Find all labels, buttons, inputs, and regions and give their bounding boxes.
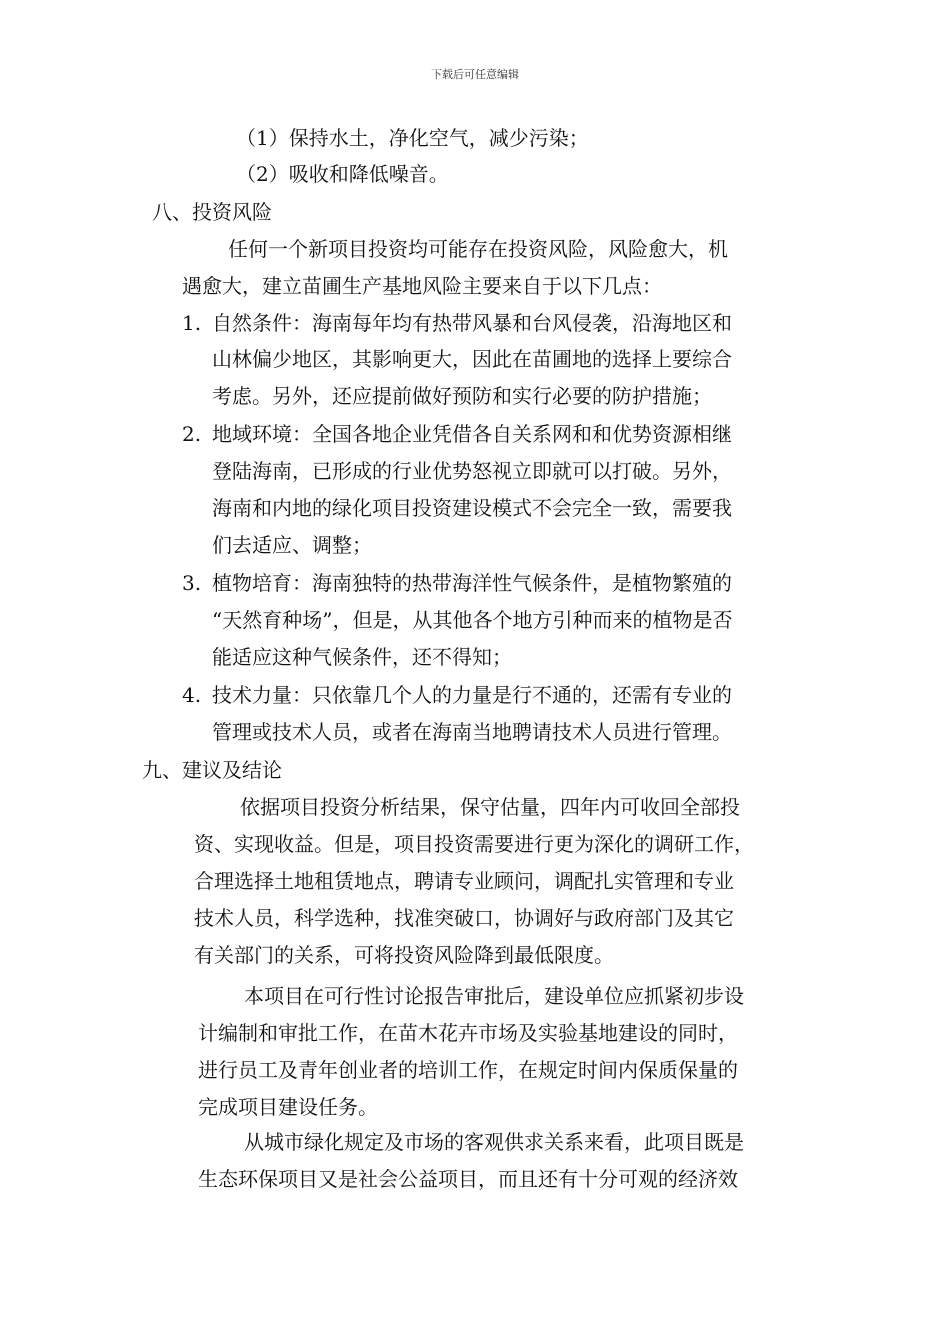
list-item-line: 管理或技术人员，或者在海南当地聘请技术人员进行管理。 [212,720,732,744]
paragraph-line: 完成项目建设任务。 [198,1095,378,1119]
list-item-line: 登陆海南，已形成的行业优势怒视立即就可以打破。另外， [212,459,732,483]
list-item-line: 们去适应、调整； [212,533,372,557]
list-item-line: 能适应这种气候条件，还不得知； [212,645,512,669]
list-item-line: “天然育种场”，但是，从其他各个地方引种而来的植物是否 [212,608,733,632]
paragraph-line: 有关部门的关系，可将投资风险降到最低限度。 [194,943,614,967]
paragraph-line: 遇愈大，建立苗圃生产基地风险主要来自于以下几点： [182,274,662,298]
paragraph-line: 从城市绿化规定及市场的客观供求关系来看，此项目既是 [244,1130,744,1154]
paragraph-line: 合理选择土地租赁地点，聘请专业顾问，调配扎实管理和专业 [194,869,734,893]
paragraph-line: 依据项目投资分析结果，保守估量，四年内可收回全部投 [240,795,740,819]
paragraph-line: 进行员工及青年创业者的培训工作，在规定时间内保质保量的 [198,1058,738,1082]
page-header: 下载后可任意编辑 [431,68,519,81]
list-number: 3. [182,571,202,595]
list-item-line: 山林偏少地区，其影响更大，因此在苗圃地的选择上要综合 [212,347,732,371]
section-heading: 九、建议及结论 [142,758,282,782]
list-item-line: 地域环境：全国各地企业凭借各自关系网和和优势资源相继 [212,422,732,446]
list-item-line: 自然条件：海南每年均有热带风暴和台风侵袭，沿海地区和 [212,311,732,335]
paragraph-line: 资、实现收益。但是，项目投资需要进行更为深化的调研工作， [194,832,754,856]
list-number: 1. [182,311,202,335]
list-item-line: 技术力量：只依靠几个人的力量是行不通的，还需有专业的 [212,683,732,707]
list-item: （1）保持水土，净化空气，减少污染； [236,126,589,150]
section-heading: 八、投资风险 [152,200,272,224]
paragraph-line: 本项目在可行性讨论报告审批后，建设单位应抓紧初步设 [244,984,744,1008]
paragraph-line: 计编制和审批工作，在苗木花卉市场及实验基地建设的同时， [198,1021,738,1045]
list-number: 2. [182,422,202,446]
paragraph-line: 任何一个新项目投资均可能存在投资风险，风险愈大，机 [228,237,728,261]
list-number: 4. [182,683,202,707]
list-item: （2）吸收和降低噪音。 [236,162,449,186]
list-item-line: 植物培育：海南独特的热带海洋性气候条件，是植物繁殖的 [212,571,732,595]
list-item-line: 海南和内地的绿化项目投资建设模式不会完全一致，需要我 [212,496,732,520]
paragraph-line: 生态环保项目又是社会公益项目，而且还有十分可观的经济效 [198,1167,738,1191]
paragraph-line: 技术人员，科学选种，找准突破口，协调好与政府部门及其它 [194,906,734,930]
list-item-line: 考虑。另外，还应提前做好预防和实行必要的防护措施； [212,384,712,408]
